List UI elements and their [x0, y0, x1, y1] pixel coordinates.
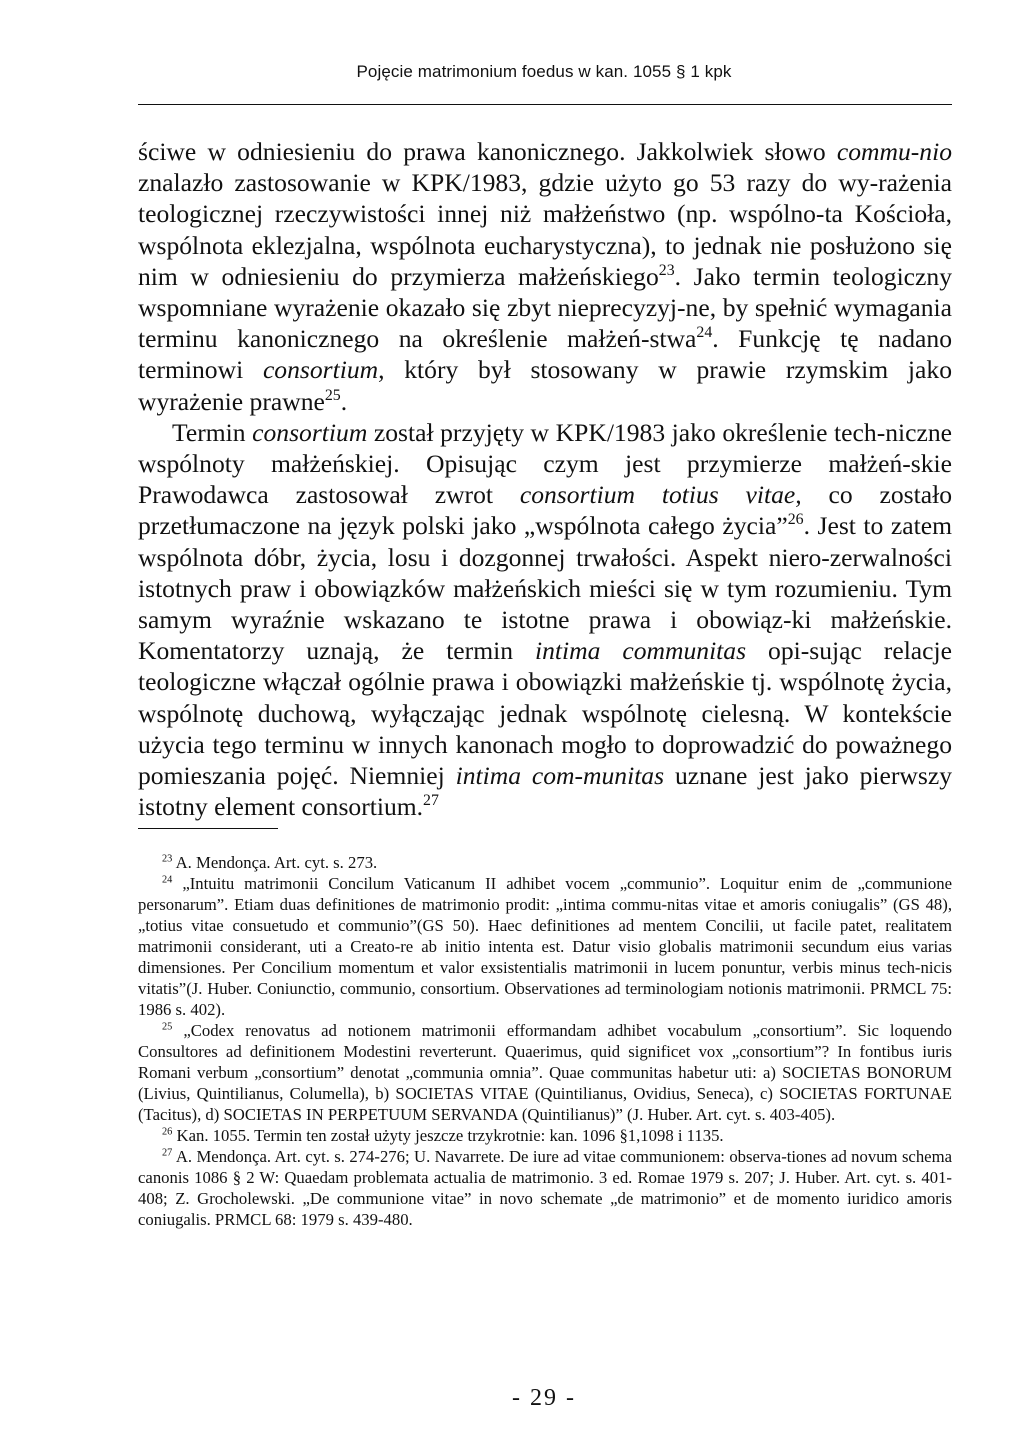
text-run: . Jako termin teologiczny wspomniane wyrażenie okazało się zbyt nieprecyzyj-ne, by spełnić wymagania terminu kanonicznego na określenie małżeń-stwa	[138, 261, 952, 354]
footnote-text: „Codex renovatus ad notionem matrimonii efformandam adhibet vocabulum „consortium”. Sic loquendo Consultores ad definitionem Modestini reverterunt. Quaerimus, quid significet vox „consortium”? In fontibus iuris Romani verbum „consortium” denotat „communia omnia”. Quae communitas habetur uti: a) SOCIETAS BONORUM (Livius, Quintilianus, Columella), b) SOCIETAS VITAE (Quintilianus, Ovidius, Seneca), c) SOCIETAS FORTUNAE (Tacitus), d) SOCIETAS IN PERPETUUM SERVANDA (Quintilianus)” (J. Huber. Art. cyt. s. 403-405).	[138, 1021, 953, 1124]
footnote-text: A. Mendonça. Art. cyt. s. 273.	[175, 853, 378, 872]
italic-term: commu-nio	[836, 137, 952, 166]
footnote-number: 27	[162, 1147, 173, 1159]
text-run: który był stosowany w prawie rzymskim jako wyrażenie prawne	[138, 355, 952, 416]
italic-term: consortium	[252, 417, 368, 447]
footnote-ref: 26	[787, 511, 804, 529]
italic-term: intima com-munitas	[455, 761, 665, 791]
footnote-ref: 23	[658, 261, 675, 279]
footnote-number: 23	[162, 853, 173, 865]
italic-term: intima communitas	[534, 636, 747, 666]
text-run: ściwe w odniesieniu do prawa kanonicznego. Jakkolwiek słowo	[138, 137, 837, 166]
text-run: opi-sując relacje teologiczne włączał ogólnie prawa i obowiązki małżeńskie tj. wspólnotę życia, wspólnotę duchową, wyłączając jednak wspólnotę cielesną. W kontekście użycia tego terminu w innych kanonach mogło to doprowadzić do poważnego pomieszania pojęć. Niemniej	[138, 636, 952, 791]
footnote-text: „Intuitu matrimonii Concilum Vaticanum II adhibet vocem „communio”. Loquitur enim de „communione personarum”. Etiam duas definitiones de matrimonio prodit: „intima commu-nitas vitae et amoris coniugalis” (GS 48), „totius vitae consuetudo et communio”(GS 50). Haec definitiones ad mentem Concilii, ut facile patet, realitatem matrimonii considerant, uti a Creato-re ab initio intenta est. Datur visio globalis matrimonii secundum eius varias dimensiones. Per Concilium momentum et valor exsistentialis matrimonii in lucem ponuntur, verbis minus tech-nicis vitatis”(J. Huber. Coniunctio, communio, consortium. Observationes ad terminologiam notionis matrimonii. PRMCL 75: 1986 s. 402).	[138, 874, 952, 1019]
italic-term: consortium,	[262, 355, 385, 385]
text-run: znalazło zastosowanie w KPK/1983, gdzie użyto go 53 razy do wy-rażenia teologicznej rzeczywistości innej niż małżeństwo (np. wspólno-ta Kościoła, wspólnota eklezjalna, wspólnota eucharystyczna), to jednak nie posłużono się nim w odniesieniu do przymierza małżeńskiego	[138, 168, 952, 291]
running-header: Pojęcie matrimonium foedus w kan. 1055 § 1 kpk	[356, 62, 732, 81]
paragraph-2	[138, 417, 952, 823]
footnote-27	[138, 1146, 952, 1230]
text-run: Termin	[172, 417, 253, 447]
header-rule	[138, 104, 952, 105]
footnote-text: A. Mendonça. Art. cyt. s. 274-276; U. Navarrete. De iure ad vitae communionem: observa-tiones ad novum schema canonis 1086 § 2 W: Quaedam problemata actualia de matrimonio. 3 ed. Romae 1979 s. 207; J. Huber. Art. cyt. s. 401-408; Z. Grocholewski. „De communione vitae” in novo schemate „de matrimonio” et de momento iuridico amoris coniugalis. PRMCL 68: 1979 s. 439-480.	[138, 1147, 952, 1229]
footnote-ref: 25	[324, 386, 341, 404]
footnote-text: Kan. 1055. Termin ten został użyty jeszcze trzykrotnie: kan. 1096 §1,1098 i 1135.	[176, 1126, 724, 1145]
text-run: . Funkcję tę nadano terminowi	[138, 324, 952, 385]
footnote-ref: 27	[423, 792, 439, 810]
text-run: uznane jest jako pierwszy istotny element consortium.	[138, 761, 952, 822]
footnotes	[138, 852, 952, 1230]
text-run: . Jest to zatem wspólnota dóbr, życia, losu i dozgonnej trwałości. Aspekt niero-zerwalności istotnych praw i obowiązków małżeńskich mieści się w tym rozumieniu. Tym samym wyraźnie wskazano te istotne prawa i obowiąz-ki małżeńskie. Komentatorzy uznają, że termin	[138, 511, 952, 666]
footnote-25	[138, 1020, 952, 1125]
paragraph-1	[138, 136, 952, 417]
page-number: - 29 -	[512, 1385, 576, 1411]
text-run: .	[340, 386, 348, 416]
main-text	[138, 136, 952, 822]
footnote-23	[138, 852, 952, 873]
footnote-26	[138, 1125, 952, 1146]
footnote-ref: 24	[696, 324, 713, 342]
footnote-number: 25	[162, 1021, 173, 1033]
footnote-separator	[138, 828, 278, 829]
text-run: został przyjęty w KPK/1983 jako określenie tech-niczne wspólnoty małżeńskiej. Opisując czym jest przymierze małżeń-skie Prawodawca zastosował zwrot	[138, 417, 952, 510]
text-run: co zostało przetłumaczone na język polski jako „wspólnota całego życia”	[138, 480, 952, 541]
italic-term: consortium totius vitae,	[519, 480, 802, 510]
footnote-number: 24	[162, 874, 173, 886]
footnote-24	[138, 873, 952, 1020]
footnote-number: 26	[162, 1126, 173, 1138]
